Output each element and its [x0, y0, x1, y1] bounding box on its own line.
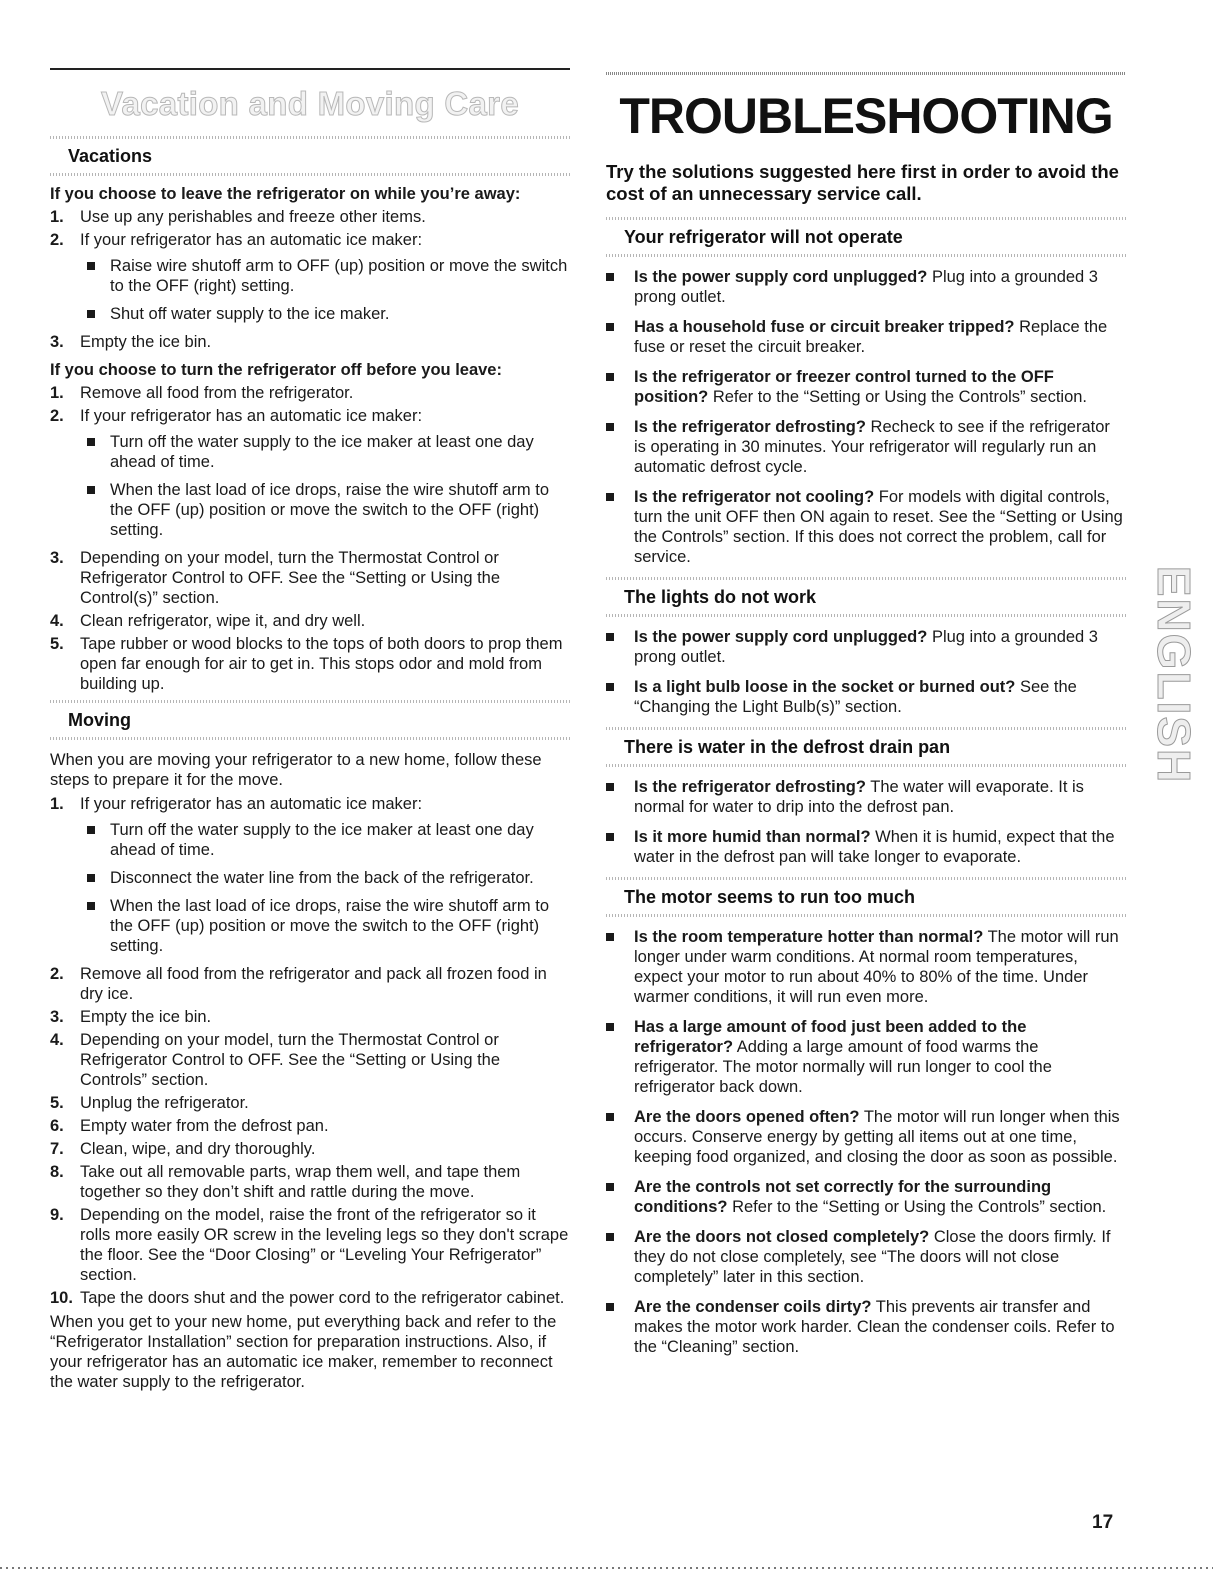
step-text: Empty the ice bin. [80, 333, 212, 351]
moving-intro: When you are moving your refrigerator to a new home, follow these steps to prepare it for the move. [50, 751, 542, 789]
divider [606, 614, 1126, 617]
square-bullet-icon [87, 826, 95, 834]
divider [606, 914, 1126, 917]
trouble-answer: Refer to the “Setting or Using the Controls” section. [712, 388, 1088, 406]
square-bullet-icon [87, 902, 95, 910]
square-bullet-icon [606, 1233, 614, 1241]
bullet-text: Turn off the water supply to the ice maker at least one day ahead of time. [110, 821, 534, 859]
bullet-item [80, 432, 570, 472]
square-bullet-icon [606, 833, 614, 841]
bullet-item [80, 480, 570, 540]
bullet-text: Turn off the water supply to the ice maker at least one day ahead of time. [110, 433, 534, 471]
step-text: Depending on your model, turn the Thermostat Control or Refrigerator Control to OFF. See the “Setting or Using the Control(s)” section. [80, 549, 501, 607]
step-number: 2. [50, 965, 64, 983]
trouble-item [606, 267, 1126, 307]
square-bullet-icon [606, 633, 614, 641]
step-item [50, 1205, 570, 1285]
step-text: Unplug the refrigerator. [80, 1094, 249, 1112]
trouble-answer: This prevents air transfer and makes the motor work harder. Clean the condenser coils. Refer to the “Cleaning” section. [634, 1298, 1115, 1356]
divider [606, 254, 1126, 257]
square-bullet-icon [606, 273, 614, 281]
step-number: 2. [50, 407, 64, 425]
trouble-answer: For models with digital controls, turn the unit OFF then ON again to reset. See the “Setting or Using the Controls” section. If this does not correct the problem, call for service. [634, 488, 1123, 566]
trouble-item [606, 627, 1126, 667]
trouble-question: Are the doors not closed completely? [634, 1228, 930, 1246]
bullet-text: Shut off water supply to the ice maker. [110, 305, 390, 323]
step-item [50, 1139, 570, 1159]
bullet-list [80, 432, 570, 540]
trouble-heading: There is water in the defrost drain pan [624, 737, 951, 757]
step-item [50, 1030, 570, 1090]
trouble-heading: The lights do not work [624, 587, 816, 607]
step-number: 7. [50, 1140, 64, 1158]
step-number: 5. [50, 635, 64, 653]
vacation-off-steps [50, 383, 570, 694]
step-item [50, 1162, 570, 1202]
trouble-item [606, 927, 1126, 1007]
trouble-question: Is a light bulb loose in the socket or burned out? [634, 678, 1016, 696]
step-item [50, 230, 570, 324]
step-number: 4. [50, 1031, 64, 1049]
trouble-item [606, 417, 1126, 477]
step-text: Clean, wipe, and dry thoroughly. [80, 1140, 316, 1158]
step-item [50, 964, 570, 1004]
step-number: 4. [50, 612, 64, 630]
square-bullet-icon [606, 783, 614, 791]
trouble-question: Has a household fuse or circuit breaker tripped? [634, 318, 1015, 336]
trouble-question: Is the refrigerator defrosting? [634, 418, 866, 436]
step-number: 1. [50, 795, 64, 813]
step-number: 10. [50, 1289, 73, 1307]
section-title: Vacation and Moving Care [101, 85, 519, 122]
trouble-item [606, 317, 1126, 357]
top-rule [50, 68, 570, 70]
square-bullet-icon [606, 423, 614, 431]
step-item [50, 383, 570, 403]
step-item [50, 1007, 570, 1027]
troubleshooting-intro: Try the solutions suggested here first in order to avoid the cost of an unnecessary service call. [606, 161, 1119, 204]
bullet-item [80, 256, 570, 296]
trouble-item [606, 777, 1126, 817]
trouble-question: Is it more humid than normal? [634, 828, 871, 846]
step-text: Tape the doors shut and the power cord to the refrigerator cabinet. [80, 1289, 565, 1307]
step-number: 5. [50, 1094, 64, 1112]
trouble-answer: The water will evaporate. It is normal for water to drip into the defrost pan. [634, 778, 1084, 816]
trouble-list [606, 267, 1126, 567]
trouble-question: Has a large amount of food just been added to the refrigerator? [634, 1018, 1027, 1056]
trouble-question: Is the power supply cord unplugged? [634, 628, 928, 646]
bullet-text: Disconnect the water line from the back of the refrigerator. [110, 869, 534, 887]
trouble-heading: The motor seems to run too much [624, 887, 916, 907]
step-number: 1. [50, 208, 64, 226]
trouble-answer: Recheck to see if the refrigerator is operating in 30 minutes. Your refrigerator will regularly run an automatic defrost cycle. [634, 418, 1110, 476]
trouble-answer: Adding a large amount of food warms the refrigerator. The motor normally will run longer to cool the refrigerator back down. [634, 1038, 1052, 1096]
trouble-section [606, 217, 1126, 567]
moving-closing: When you get to your new home, put everything back and refer to the “Refrigerator Installation” section for preparation instructions. Also, if your refrigerator has an automatic ice maker, remember to reconnect the water supply to the refrigerator. [50, 1313, 557, 1391]
trouble-question: Is the refrigerator defrosting? [634, 778, 866, 796]
language-tab [1148, 565, 1200, 785]
bullet-text: When the last load of ice drops, raise the wire shutoff arm to the OFF (up) position or move the switch to the OFF (right) setting. [110, 481, 549, 539]
trouble-item [606, 1107, 1126, 1167]
step-number: 2. [50, 231, 64, 249]
moving-heading: Moving [68, 710, 131, 730]
trouble-answer: Refer to the “Setting or Using the Controls” section. [732, 1198, 1107, 1216]
square-bullet-icon [87, 874, 95, 882]
moving-steps [50, 794, 570, 1308]
trouble-list [606, 927, 1126, 1357]
step-number: 3. [50, 333, 64, 351]
trouble-heading: Your refrigerator will not operate [624, 227, 903, 247]
square-bullet-icon [606, 1303, 614, 1311]
step-text: Remove all food from the refrigerator and pack all frozen food in dry ice. [80, 965, 547, 1003]
square-bullet-icon [606, 683, 614, 691]
step-item [50, 794, 570, 956]
square-bullet-icon [606, 1113, 614, 1121]
step-text: If your refrigerator has an automatic ice maker: [80, 795, 423, 813]
language-tab-label: ENGLISH [1148, 565, 1200, 785]
trouble-item [606, 1017, 1126, 1097]
step-number: 3. [50, 1008, 64, 1026]
step-item [50, 1288, 570, 1308]
vacation-moving-column [50, 68, 570, 1396]
step-text: If your refrigerator has an automatic ice maker: [80, 231, 423, 249]
trouble-question: Are the doors opened often? [634, 1108, 860, 1126]
trouble-item [606, 827, 1126, 867]
step-number: 3. [50, 549, 64, 567]
square-bullet-icon [606, 1023, 614, 1031]
step-text: If your refrigerator has an automatic ice maker: [80, 407, 423, 425]
square-bullet-icon [606, 373, 614, 381]
trouble-item [606, 367, 1126, 407]
bullet-item [80, 868, 570, 888]
step-text: Clean refrigerator, wipe it, and dry well. [80, 612, 366, 630]
step-number: 6. [50, 1117, 64, 1135]
trouble-answer: Plug into a grounded 3 prong outlet. [634, 268, 1098, 306]
trouble-answer: Close the doors firmly. If they do not close completely, see “The doors will not close completely” later in this section. [634, 1228, 1111, 1286]
trouble-question: Is the refrigerator not cooling? [634, 488, 875, 506]
step-item [50, 611, 570, 631]
troubleshooting-column [606, 72, 1126, 1367]
trouble-question: Is the power supply cord unplugged? [634, 268, 928, 286]
square-bullet-icon [606, 493, 614, 501]
step-text: Remove all food from the refrigerator. [80, 384, 354, 402]
trouble-question: Are the controls not set correctly for the surrounding conditions? [634, 1178, 1052, 1216]
step-text: Depending on the model, raise the front of the refrigerator so it rolls more easily OR screw in the leveling legs so they don't scrape the floor. See the “Door Closing” or “Leveling Your Refrigerator” section. [80, 1206, 569, 1284]
bullet-item [80, 304, 570, 324]
step-text: Tape rubber or wood blocks to the tops of both doors to prop them open far enough for air to get in. This stops odor and mold from building up. [80, 635, 563, 693]
page-number: 17 [1092, 1512, 1114, 1533]
square-bullet-icon [87, 438, 95, 446]
top-divider [606, 72, 1126, 75]
bullet-item [80, 820, 570, 860]
step-number: 9. [50, 1206, 64, 1224]
vacations-heading: Vacations [68, 146, 153, 166]
bullet-text: Raise wire shutoff arm to OFF (up) position or move the switch to the OFF (right) setting. [110, 257, 568, 295]
step-item [50, 1116, 570, 1136]
square-bullet-icon [606, 323, 614, 331]
step-text: Take out all removable parts, wrap them well, and tape them together so they don’t shift and rattle during the move. [80, 1163, 521, 1201]
step-item [50, 207, 570, 227]
trouble-answer: Replace the fuse or reset the circuit breaker. [634, 318, 1108, 356]
trouble-item [606, 487, 1126, 567]
step-number: 8. [50, 1163, 64, 1181]
trouble-question: Is the room temperature hotter than normal? [634, 928, 984, 946]
trouble-question: Are the condenser coils dirty? [634, 1298, 872, 1316]
bullet-list [80, 820, 570, 956]
square-bullet-icon [606, 1183, 614, 1191]
trouble-list [606, 627, 1126, 717]
divider [606, 764, 1126, 767]
trouble-answer: When it is humid, expect that the water in the defrost pan will take longer to evaporate. [634, 828, 1115, 866]
step-text: Use up any perishables and freeze other items. [80, 208, 426, 226]
step-text: Depending on your model, turn the Thermostat Control or Refrigerator Control to OFF. See the “Setting or Using the Controls” section. [80, 1031, 501, 1089]
trouble-question: Is the refrigerator or freezer control turned to the OFF position? [634, 368, 1054, 406]
square-bullet-icon [87, 486, 95, 494]
bullet-item [80, 896, 570, 956]
divider [50, 173, 570, 176]
step-item [50, 1093, 570, 1113]
bottom-edge-dots [0, 1567, 1213, 1569]
trouble-section [606, 877, 1126, 1357]
trouble-item [606, 1297, 1126, 1357]
step-item [50, 634, 570, 694]
trouble-item [606, 1177, 1126, 1217]
vacation-on-heading: If you choose to leave the refrigerator on while you’re away: [50, 185, 521, 203]
trouble-answer: The motor will run longer when this occurs. Conserve energy by getting all items out at one time, keeping food organized, and closing the door as soon as possible. [634, 1108, 1120, 1166]
step-item [50, 406, 570, 540]
trouble-item [606, 677, 1126, 717]
step-item [50, 548, 570, 608]
square-bullet-icon [87, 262, 95, 270]
step-item [50, 332, 570, 352]
trouble-section [606, 577, 1126, 717]
step-text: Empty the ice bin. [80, 1008, 212, 1026]
trouble-answer: See the “Changing the Light Bulb(s)” section. [634, 678, 1077, 716]
page-title: TROUBLESHOOTING [619, 88, 1113, 144]
trouble-list [606, 777, 1126, 867]
trouble-item [606, 1227, 1126, 1287]
divider [50, 737, 570, 740]
vacation-off-heading: If you choose to turn the refrigerator off before you leave: [50, 361, 502, 379]
bullet-list [80, 256, 570, 324]
square-bullet-icon [87, 310, 95, 318]
step-text: Empty water from the defrost pan. [80, 1117, 329, 1135]
bullet-text: When the last load of ice drops, raise the wire shutoff arm to the OFF (up) position or move the switch to the OFF (right) setting. [110, 897, 549, 955]
step-number: 1. [50, 384, 64, 402]
trouble-answer: Plug into a grounded 3 prong outlet. [634, 628, 1098, 666]
trouble-answer: The motor will run longer under warm conditions. At normal room temperatures, expect your motor to run about 40% to 80% of the time. Under warmer conditions, it will run even more. [634, 928, 1119, 1006]
trouble-section [606, 727, 1126, 867]
square-bullet-icon [606, 933, 614, 941]
vacation-on-steps [50, 207, 570, 352]
